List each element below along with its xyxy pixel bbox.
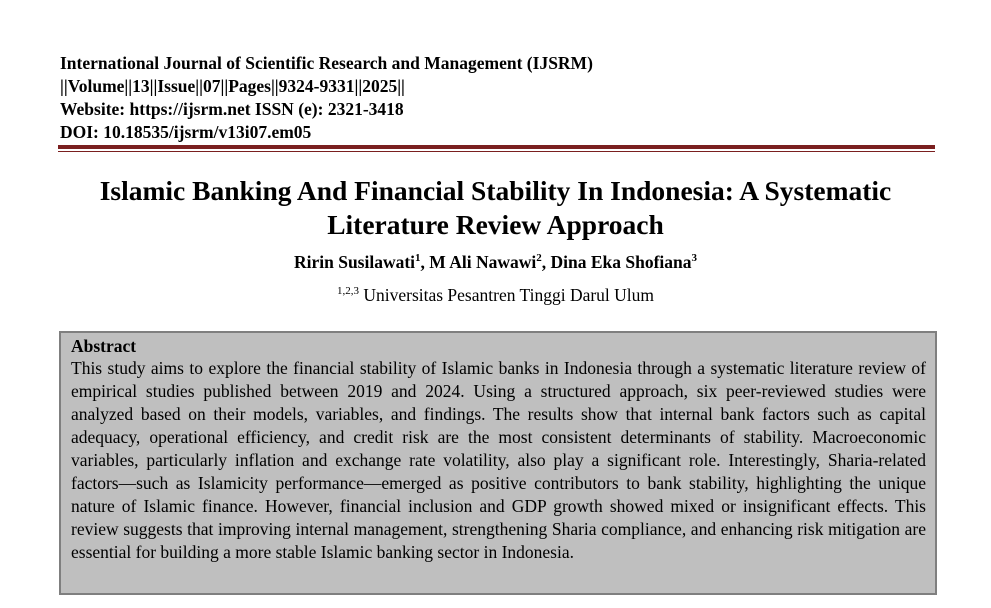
abstract-box xyxy=(59,331,937,595)
header-divider-thin xyxy=(58,151,935,152)
affiliation-marks: 1,2,3 xyxy=(336,285,359,297)
author-name: M Ali Nawawi xyxy=(429,252,537,272)
abstract-heading: Abstract xyxy=(71,336,137,356)
author-affil-mark: 2 xyxy=(536,252,542,264)
affiliation-name: Universitas Pesantren Tinggi Darul Ulum xyxy=(363,285,655,305)
journal-name: International Journal of Scientific Research and Management (IJSRM) xyxy=(60,53,593,73)
abstract-text: This study aims to explore the financial stability of Islamic banks in Indonesia through a systematic literature review of empirical studies published between 2019 and 2024. Using a structured approach, six peer-reviewed studies were analyzed based on their models, variables, and findings. The results show that internal bank factors such as capital adequacy, operational efficiency, and credit risk are the most consistent determinants of stability. Macroeconomic variables, particularly inflation and exchange rate volatility, also play a significant role. Interestingly, Sharia-related factors—such as Islamicity performance—emerged as positive contributors to bank stability, highlighting the unique nature of Islamic finance. However, financial inclusion and GDP growth showed mixed or insignificant effects. This review suggests that improving internal management, strengthening Sharia compliance, and enhancing risk mitigation are essential for building a more stable Islamic banking sector in Indonesia. xyxy=(71,358,926,562)
journal-doi: DOI: 10.18535/ijsrm/v13i07.em05 xyxy=(60,122,312,142)
journal-header xyxy=(60,52,593,144)
author-name: Ririn Susilawati xyxy=(293,252,416,272)
affiliation xyxy=(0,285,991,306)
header-divider-thick xyxy=(58,145,935,149)
author-affil-mark: 3 xyxy=(691,252,698,264)
author-list: Ririn Susilawati$^1$, M Ali Nawawi$^2$, Dina Eka Shofiana$^3$ xyxy=(293,252,698,272)
journal-volume-info: ||Volume||13||Issue||07||Pages||9324-9331||2025|| xyxy=(60,76,405,96)
author-affil-mark: 1 xyxy=(415,252,421,264)
paper-title: Islamic Banking And Financial Stability In Indonesia: A Systematic Literature Review Approach xyxy=(99,175,892,240)
journal-website-issn: Website: https://ijsrm.net ISSN (e): 2321-3418 xyxy=(60,99,404,119)
author-name: Dina Eka Shofiana xyxy=(550,252,692,272)
